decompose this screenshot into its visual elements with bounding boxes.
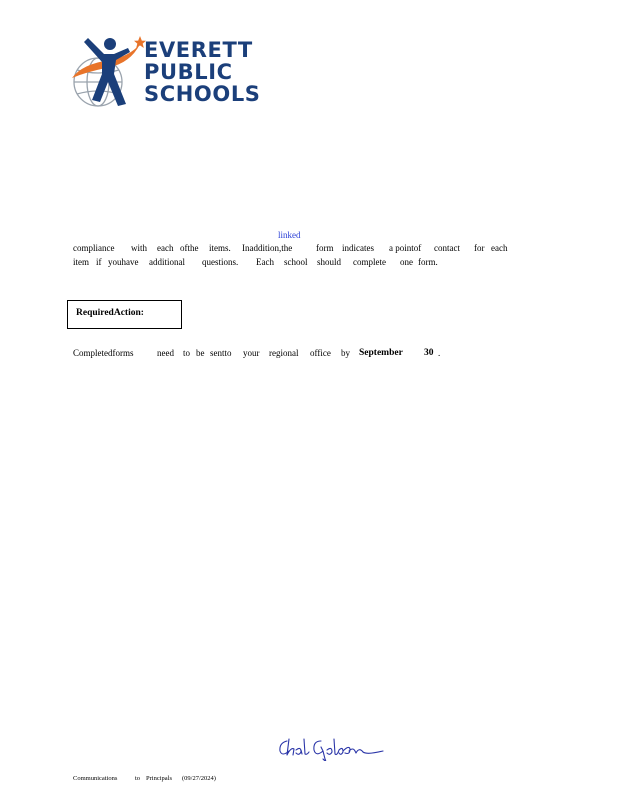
- word: school: [284, 257, 308, 267]
- footer-date: (09/27/2024): [182, 775, 216, 782]
- paragraph-line-1: [73, 243, 513, 254]
- word: should: [317, 257, 342, 267]
- word: compliance: [73, 243, 115, 253]
- word: a pointof: [389, 243, 422, 253]
- footer-principals: Principals: [146, 775, 172, 782]
- word: office: [310, 348, 331, 358]
- word: your: [243, 348, 260, 358]
- word: form.: [418, 257, 438, 267]
- word: Completedforms: [73, 348, 134, 358]
- district-wordmark: [144, 39, 261, 105]
- word: by: [341, 348, 350, 358]
- required-action-box: [67, 300, 182, 329]
- handwritten-signature: [277, 733, 387, 761]
- word: questions.: [202, 257, 239, 267]
- district-emblem-icon: [70, 34, 146, 114]
- paragraph-line-2: [73, 257, 513, 268]
- word: ofthe: [180, 243, 199, 253]
- word: Each: [256, 257, 274, 267]
- word: be: [196, 348, 205, 358]
- word: each: [491, 243, 508, 253]
- logo-line-everett: EVERETT: [144, 38, 253, 62]
- word: form: [316, 243, 334, 253]
- word: one: [400, 257, 413, 267]
- required-action-label: RequiredAction:: [76, 308, 144, 318]
- word: if: [96, 257, 102, 267]
- word: with: [131, 243, 148, 253]
- footer-communications: Communications: [73, 775, 118, 782]
- word: .: [438, 348, 441, 358]
- logo-line-public: PUBLIC: [144, 60, 233, 84]
- deadline-month: September: [359, 348, 403, 358]
- word: each: [157, 243, 174, 253]
- word: complete: [353, 257, 386, 267]
- instruction-line: [73, 348, 473, 360]
- word: additional: [149, 257, 185, 267]
- district-logo: [70, 34, 260, 114]
- word: youhave: [108, 257, 139, 267]
- footer-to: to: [135, 775, 141, 782]
- word: for: [474, 243, 485, 253]
- word: contact: [434, 243, 460, 253]
- logo-line-schools: SCHOOLS: [144, 82, 261, 106]
- word: items.: [209, 243, 231, 253]
- word: to: [183, 348, 191, 358]
- linked-link[interactable]: linked: [278, 230, 301, 240]
- word: indicates: [342, 243, 374, 253]
- word: item: [73, 257, 89, 267]
- deadline-day: 30: [424, 348, 434, 358]
- word: sentto: [210, 348, 232, 358]
- word: regional: [269, 348, 299, 358]
- word: need: [157, 348, 174, 358]
- word: Inaddition,the: [242, 243, 293, 253]
